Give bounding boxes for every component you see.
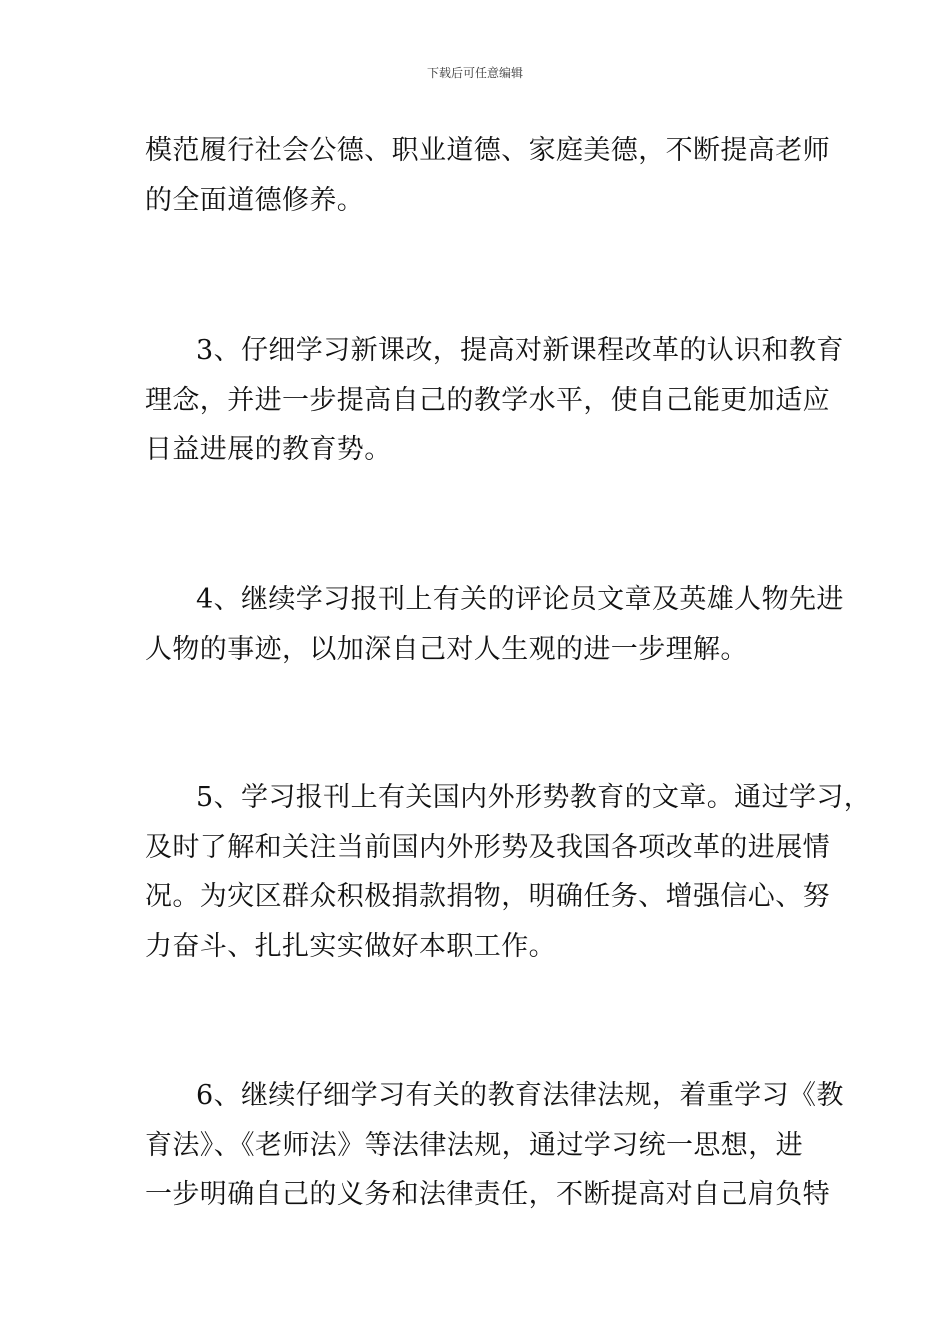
- text-line: 4、继续学习报刊上有关的评论员文章及英雄人物先进: [196, 584, 844, 615]
- text-line: 育法》、《老师法》等法律法规，通过学习统一思想，进: [145, 1129, 803, 1161]
- text-line: 模范履行社会公德、职业道德、家庭美德，不断提高老师: [145, 135, 830, 166]
- paragraph-item-5: [145, 773, 872, 971]
- text-line: 力奋斗、扎扎实实做好本职工作。: [145, 930, 556, 962]
- text-line: 6、继续仔细学习有关的教育法律法规，着重学习《教: [196, 1080, 844, 1111]
- header-note: 下载后可任意编辑: [426, 66, 523, 80]
- text-line: 人物的事迹，以加深自己对人生观的进一步理解。: [145, 633, 748, 665]
- paragraph-item-4: [145, 575, 845, 674]
- paragraph-item-3: [145, 326, 845, 475]
- text-line: 5、学习报刊上有关国内外形势教育的文章。通过学习，: [196, 782, 872, 813]
- paragraph-item-6: [145, 1071, 845, 1220]
- text-line: 3、仔细学习新课改，提高对新课程改革的认识和教育: [196, 335, 844, 366]
- text-line: 况。为灾区群众积极捐款捐物，明确任务、增强信心、努: [145, 881, 830, 912]
- text-line: 日益进展的教育势。: [145, 434, 392, 465]
- text-line: 理念，并进一步提高自己的教学水平，使自己能更加适应: [145, 384, 830, 416]
- text-line: 的全面道德修养。: [145, 184, 365, 216]
- text-line: 及时了解和关注当前国内外形势及我国各项改革的进展情: [145, 831, 830, 863]
- paragraph-continuation: [145, 126, 845, 225]
- text-line: 一步明确自己的义务和法律责任，不断提高对自己肩负特: [145, 1179, 830, 1210]
